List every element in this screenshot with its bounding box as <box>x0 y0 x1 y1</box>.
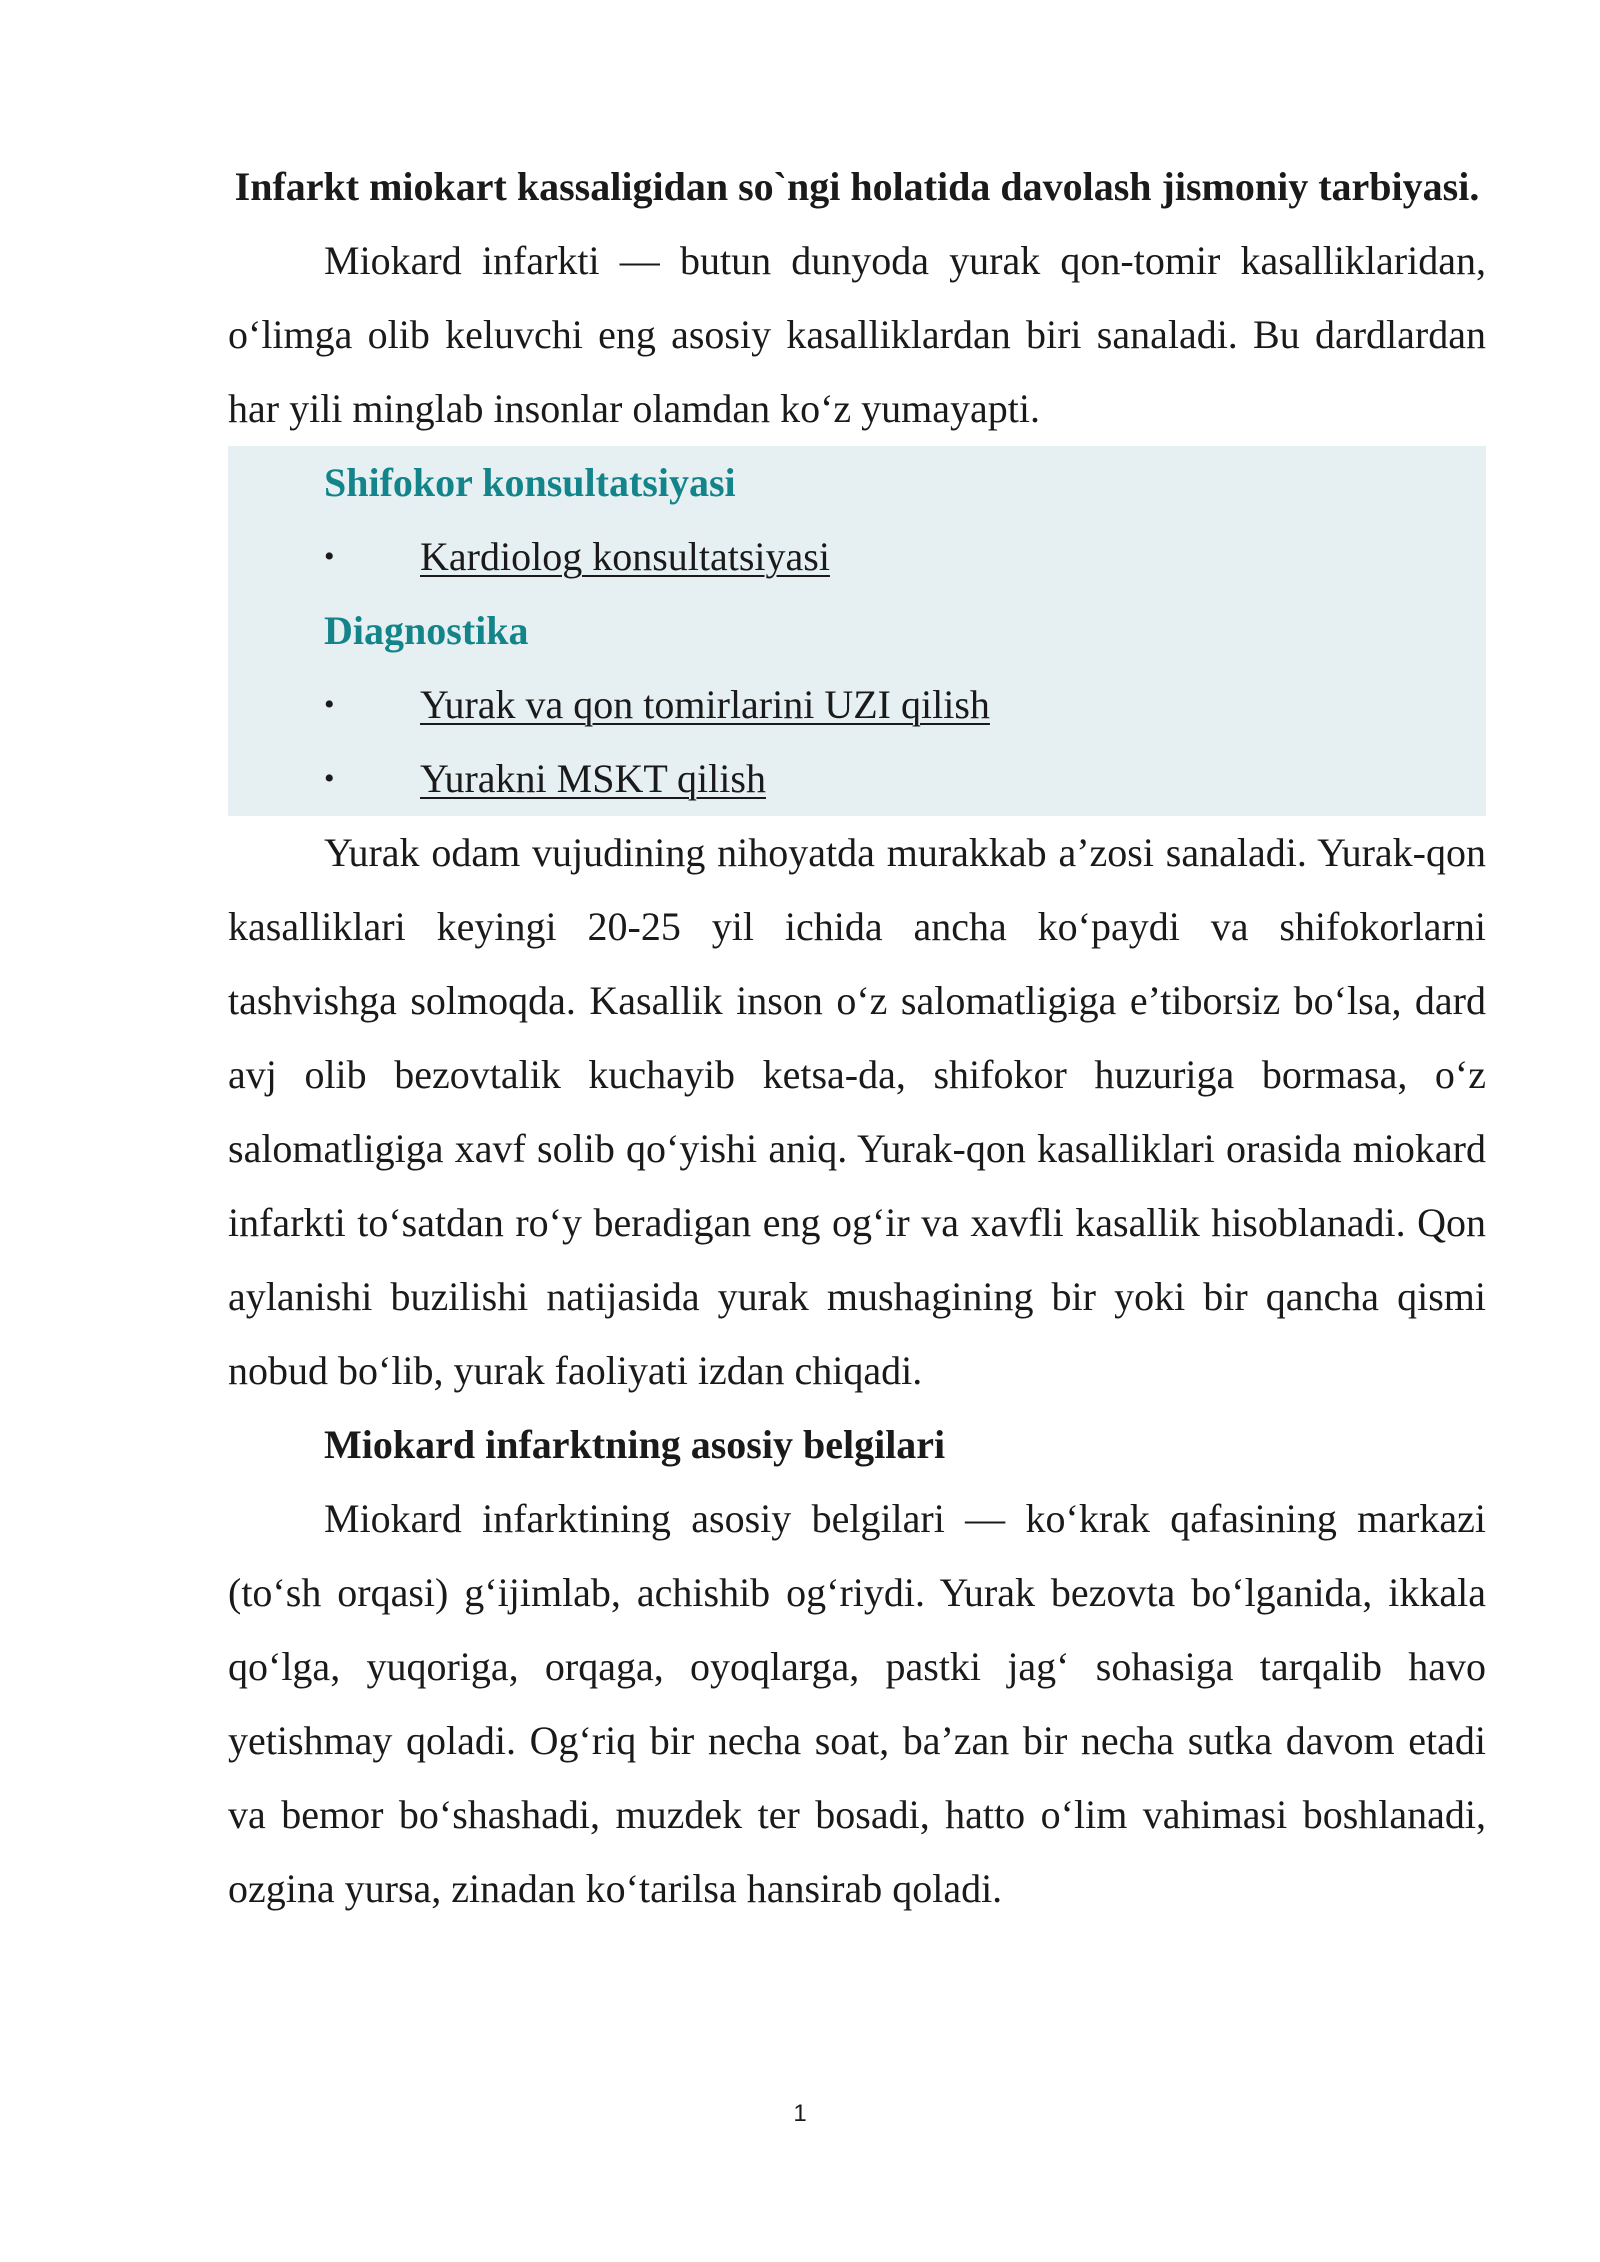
intro-paragraph: Miokard infarkti — butun dunyoda yurak qon-tomir kasalliklaridan, oʻlimga olib keluvchi eng asosiy kasalliklardan biri sanaladi. Bu dardlardan har yili minglab insonlar olamdan koʻz yumayapti. <box>228 238 1486 431</box>
page-number: 1 <box>793 2100 807 2127</box>
list-item <box>324 742 1486 816</box>
heart-mskt-link[interactable]: Yurakni MSKT qilish <box>420 756 766 801</box>
box-heading-diagnostics: Diagnostika <box>324 608 529 653</box>
page-title: Infarkt miokart kassaligidan so`ngi holatida davolash jismoniy tarbiyasi. <box>234 164 1480 209</box>
related-services-box <box>228 446 1486 816</box>
bullet-icon: • <box>324 540 335 573</box>
cardiologist-consultation-link[interactable]: Kardiolog konsultatsiyasi <box>420 534 830 579</box>
bullet-icon: • <box>324 688 335 721</box>
diagnostics-list <box>324 668 1486 816</box>
consultation-list <box>324 520 1486 594</box>
section-subheading: Miokard infarktning asosiy belgilari <box>324 1422 946 1467</box>
body-paragraph: Yurak odam vujudining nihoyatda murakkab a’zosi sanaladi. Yurak-qon kasalliklari keyingi 20-25 yil ichida ancha koʻpaydi va shifokorlarni tashvishga solmoqda. Kasallik inson oʻz salomatligiga e’tiborsiz boʻlsa, dard avj olib bezovtalik kuchayib ketsa-da, shifokor huzuriga bormasa, oʻz salomatligiga xavf solib qoʻyishi aniq. Yurak-qon kasalliklari orasida miokard infarkti toʻsatdan roʻy beradigan eng ogʻir va xavfli kasallik hisoblanadi. Qon aylanishi buzilishi natijasida yurak mushagining bir yoki bir qancha qismi nobud boʻlib, yurak faoliyati izdan chiqadi. <box>228 830 1486 1393</box>
document-page <box>228 150 1486 1926</box>
box-heading-consultation: Shifokor konsultatsiyasi <box>324 460 736 505</box>
heart-ultrasound-link[interactable]: Yurak va qon tomirlarini UZI qilish <box>420 682 990 727</box>
list-item <box>324 668 1486 742</box>
list-item <box>324 520 1486 594</box>
symptoms-paragraph: Miokard infarktining asosiy belgilari — koʻkrak qafasining markazi (toʻsh orqasi) gʻijimlab, achishib ogʻriydi. Yurak bezovta boʻlganida, ikkala qoʻlga, yuqoriga, orqaga, oyoqlarga, pastki jagʻ sohasiga tarqalib havo yetishmay qoladi. Ogʻriq bir necha soat, ba’zan bir necha sutka davom etadi va bemor boʻshashadi, muzdek ter bosadi, hatto oʻlim vahimasi boshlanadi, ozgina yursa, zinadan koʻtarilsa hansirab qoladi. <box>228 1496 1486 1911</box>
bullet-icon: • <box>324 762 335 795</box>
